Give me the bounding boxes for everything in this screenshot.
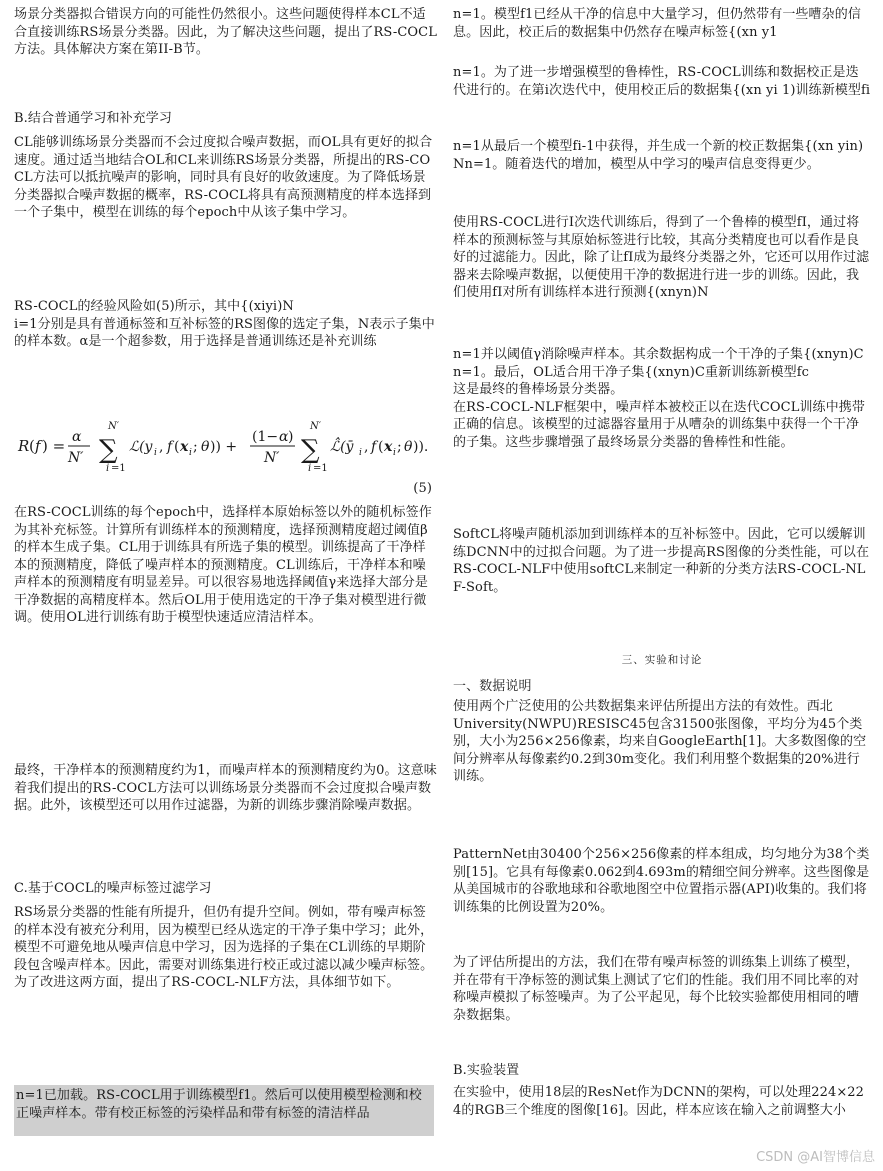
svg-text:,: , xyxy=(159,439,164,455)
equation-number: (5) xyxy=(413,481,432,496)
svg-text:θ: θ xyxy=(201,439,210,455)
svg-text:=1: =1 xyxy=(111,463,126,474)
svg-text:f: f xyxy=(167,439,173,455)
svg-text:f: f xyxy=(371,439,377,455)
svg-text:(: ( xyxy=(174,439,180,455)
paragraph-ol-cl: CL能够训练场景分类器而不会过度拟合噪声数据，而OL具有更好的拟合速度。通过适当地结合OL和CL来训练RS场景分类器，所提出的RS-COCL方法可以抵抗噪声的影响，同时具有良好的收敛速度。为了降低场景分类器拟合噪声数据的概率，RS-COCL将具有高预测精度的样本选择到一个子集中，模型在训练的每个epoch中从该子集中学习。 xyxy=(14,135,433,220)
paragraph-softcl: SoftCL将噪声随机添加到训练样本的互补标签中。因此，它可以缓解训练DCNN中的过拟合问题。为了进一步提高RS图像的分类性能，可以在RS-COCL-NLF中使用softCL来制定一种新的分类方法RS-COCL-NLF-Soft。 xyxy=(453,527,870,595)
svg-text:α: α xyxy=(279,429,289,445)
section-heading-b: B.结合普通学习和补充学习 xyxy=(14,111,172,126)
svg-text:(1−: (1− xyxy=(252,429,279,445)
paragraph-patternnet: PatternNet由30400个256×256像素的样本组成，均匀地分为38个类别[15]。它具有每像素0.062到4.693m的精细空间分辨率。这些图像是从美国城市的谷歌地球和谷歌地图空中位置指示器(API)收集的。我们将训练集的比例设置为20%。 xyxy=(453,847,870,915)
svg-text:N′: N′ xyxy=(68,450,84,466)
subsection-heading-setup: B.实验装置 xyxy=(453,1063,520,1078)
svg-text:ℒ̂(ȳ: ℒ̂(ȳ xyxy=(330,439,354,455)
svg-text:): ) xyxy=(288,429,294,445)
svg-text:x: x xyxy=(180,439,189,455)
svg-text:(: ( xyxy=(29,437,35,455)
svg-text:∑: ∑ xyxy=(301,435,320,465)
svg-text:i: i xyxy=(393,448,396,458)
section-heading-c: C.基于COCL的噪声标签过滤学习 xyxy=(14,881,212,896)
paragraph-nwpu: 使用两个广泛使用的公共数据集来评估所提出方法的有效性。西北 University(NWPU)RESISC45包含31500张图像，平均分为45个类别，大小为256×256像素，均来自GoogleEarth[1]。大多数图像的空间分辨率从每像素约0.2到30m变化。我们利用整个数据集的20%进行训练。 xyxy=(453,699,867,784)
paragraph-corrected-dataset: n=1从最后一个模型fi-1中获得，并生成一个新的校正数据集{(xn yin)Nn=1。随着迭代的增加，模型从中学习的噪声信息变得更少。 xyxy=(453,139,864,172)
paragraph-final-accuracy: 最终，干净样本的预测精度约为1，而噪声样本的预测精度约为0。这意味着我们提出的RS-COCL方法可以训练场景分类器而不会过度拟合噪声数据。此外，该模型还可以用作过滤器，为新的训练步骤消除噪声数据。 xyxy=(14,763,437,813)
paragraph-highlighted: n=1已加载。RS-COCL用于训练模型f1。然后可以使用模型检测和校正噪声样本。带有校正标签的污染样品和带有标签的清洁样品 xyxy=(14,1085,434,1136)
svg-text:N′: N′ xyxy=(108,421,120,432)
svg-text:)) +: )) + xyxy=(210,439,238,455)
svg-text:i: i xyxy=(189,448,192,458)
svg-text:,: , xyxy=(364,439,369,455)
svg-text:ℒ(y: ℒ(y xyxy=(129,439,153,455)
svg-text:f: f xyxy=(35,437,41,455)
svg-text:N′: N′ xyxy=(264,450,280,466)
section-title-experiments: 三、实验和讨论 xyxy=(621,654,703,666)
svg-text:α: α xyxy=(72,429,82,445)
svg-text:R: R xyxy=(18,437,30,455)
svg-text:=1: =1 xyxy=(313,463,328,474)
subsection-heading-data: 一、数据说明 xyxy=(453,679,532,694)
svg-text:i: i xyxy=(106,463,110,474)
svg-text:;: ; xyxy=(193,439,198,455)
svg-text:;: ; xyxy=(397,439,402,455)
paragraph-epoch-training: 在RS-COCL训练的每个epoch中，选择样本原始标签以外的随机标签作为其补充标签。计算所有训练样本的预测精度，选择预测精度超过阈值β的样本生成子集。CL用于训练具有所选子集的模型。训练提高了干净样本的预测精度，降低了噪声样本的预测精度。CL训练后，干净样本和噪声样本的预测精度有明显差异。可以很容易地选择阈值γ来选择大部分是干净数据的高精度样本。然后OL用于使用选定的干净子集对模型进行微调。使用OL进行训练有助于模型快速适应清洁样本。 xyxy=(14,505,432,625)
svg-text:i: i xyxy=(359,448,362,458)
paragraph-robust-model: 使用RS-COCL进行I次迭代训练后，得到了一个鲁棒的模型fI，通过将样本的预测标签与其原始标签进行比较，其高分类精度也可以看作是良好的过滤能力。因此，除了让fI成为最终分类器之外，它还可以用作过滤器来去除噪声数据，以便使用干净的数据进行进一步的训练。因此，我们使用fI对所有训练样本进行预测{(xnyn)N xyxy=(453,215,870,300)
svg-text:(: ( xyxy=(378,439,384,455)
svg-text:) =: ) = xyxy=(42,437,66,455)
svg-text:i: i xyxy=(308,463,312,474)
paragraph-resnet: 在实验中，使用18层的ResNet作为DCNN的架构，可以处理224×224的RGB三个维度的图像[16]。因此，样本应该在输入之前调整大小 xyxy=(453,1085,865,1118)
csdn-watermark: CSDN @AI智博信息 xyxy=(756,1150,875,1165)
svg-text:x: x xyxy=(384,439,393,455)
paragraph-empirical-risk: RS-COCL的经验风险如(5)所示，其中{(xiyi)N i=1分别是具有普通标签和互补标签的RS图像的选定子集，N表示子集中的样本数。α是一个超参数，用于选择是普通训练还是补充训练 xyxy=(14,299,435,349)
paragraph-threshold-filter: n=1并以阈值γ消除噪声样本。其余数据构成一个干净的子集{(xnyn)C n=1。最后，OL适合用干净子集{(xnyn)C重新训练新模型fc 这是最终的鲁棒场景分类器。 在RS-COCL-NLF框架中，噪声样本被校正以在迭代COCL训练中携带正确的信息。该模型的过滤器容量用于从嘈杂的训练集中获得一个干净的子集。这些步骤增强了最终场景分类器的鲁棒性和性能。 xyxy=(453,347,865,450)
svg-text:θ: θ xyxy=(404,439,413,455)
paragraph-nlf-motivation: RS场景分类器的性能有所提升，但仍有提升空间。例如，带有噪声标签的样本没有被充分利用，因为模型已经从选定的干净子集中学习；此外，模型不可避免地从噪声信息中学习，因为选择的子集在CL训练的早期阶段包含噪声样本。因此，需要对训练集进行校正或过滤以减少噪声标签。为了改进这两方面，提出了RS-COCL-NLF方法，具体细节如下。 xyxy=(14,905,434,990)
svg-text:∑: ∑ xyxy=(99,435,118,465)
svg-text:N′: N′ xyxy=(310,421,322,432)
paragraph-evaluation: 为了评估所提出的方法，我们在带有噪声标签的训练集上训练了模型，并在带有干净标签的测试集上测试了它们的性能。我们用不同比率的对称噪声模拟了标签噪声。为了公平起见，每个比较实验都使用相同的嘈杂数据集。 xyxy=(453,955,860,1023)
paragraph-iteration: n=1。为了进一步增强模型的鲁棒性，RS-COCL训练和数据校正是迭代进行的。在第i次迭代中，使用校正后的数据集{(xn yi 1)训练新模型fi xyxy=(453,65,871,98)
paragraph-noisy-labels: n=1。模型f1已经从干净的信息中大量学习，但仍然带有一些嘈杂的信息。因此，校正后的数据集中仍然存在噪声标签{(xn y1 xyxy=(453,7,861,40)
svg-text:)).: )). xyxy=(413,439,429,455)
paragraph-intro: 场景分类器拟合错误方向的可能性仍然很小。这些问题使得样本CL不适合直接训练RS场景分类器。因此，为了解决这些问题，提出了RS-COCL方法。具体解决方案在第II-B节。 xyxy=(14,7,437,57)
svg-text:i: i xyxy=(154,448,157,458)
